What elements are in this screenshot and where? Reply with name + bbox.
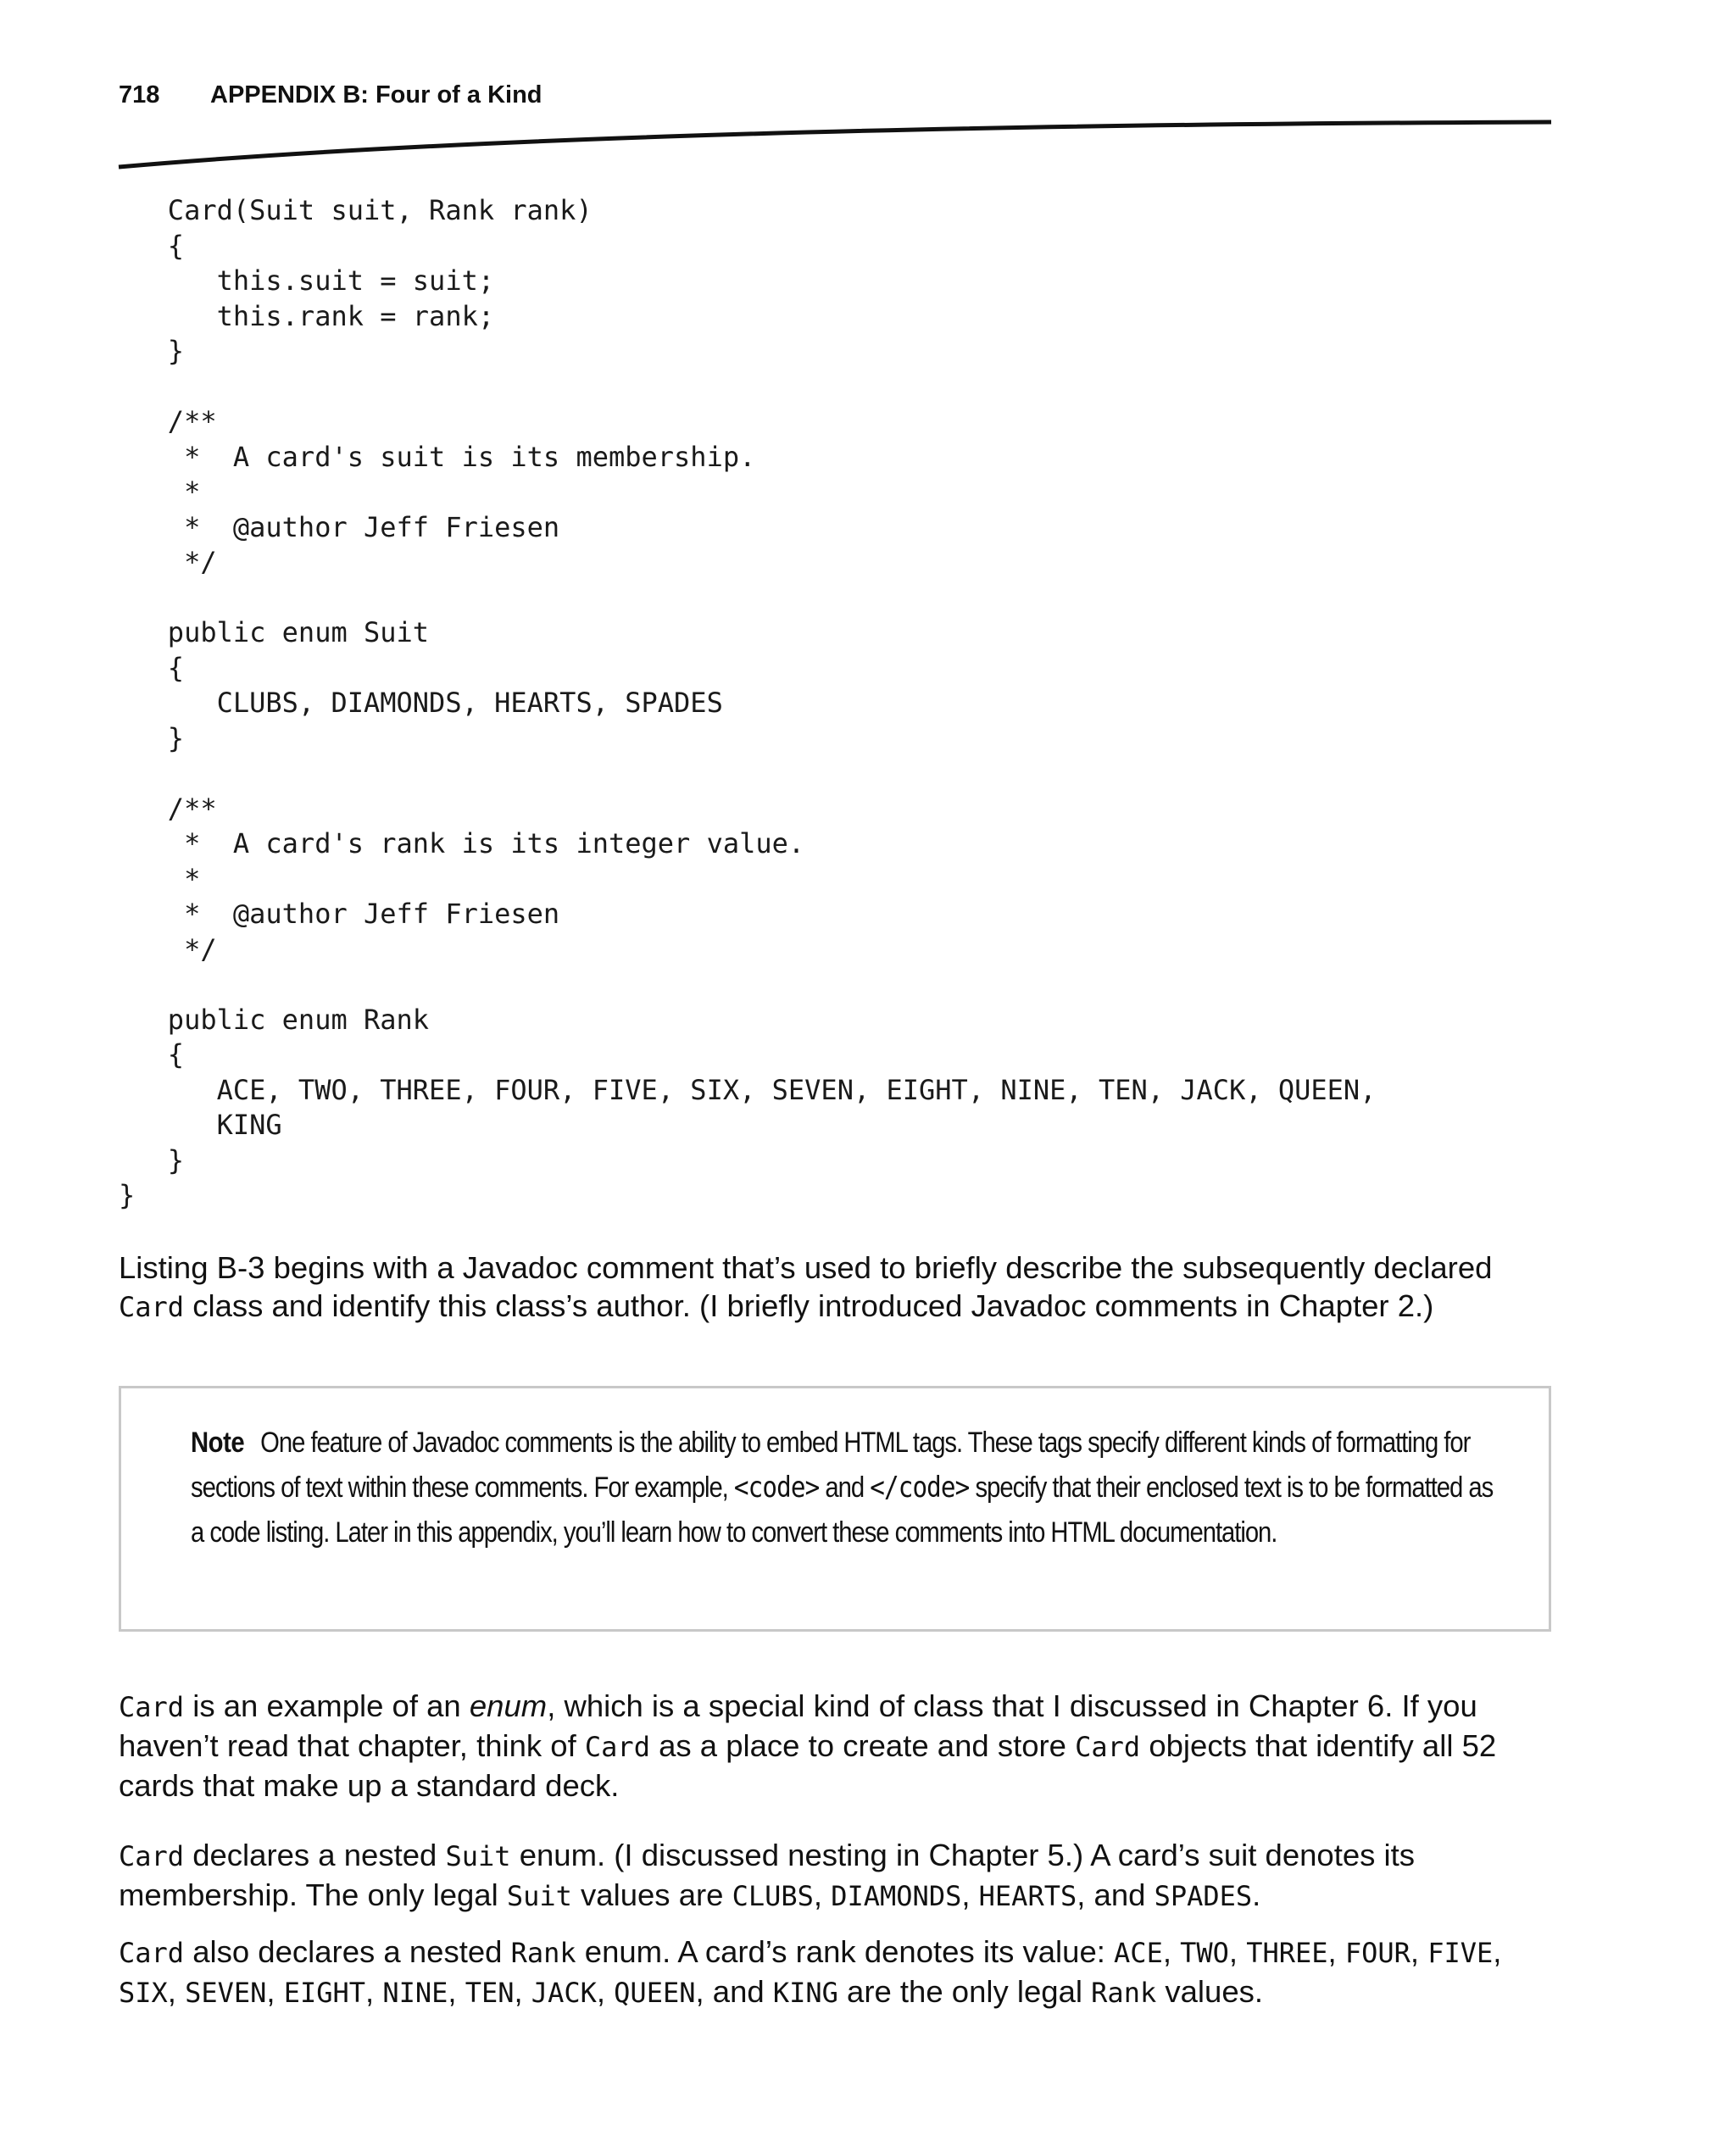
note-box [119, 1386, 1551, 1632]
inline-code: Card [119, 1291, 185, 1323]
code-listing: Card(Suit suit, Rank rank) { this.suit = suit; this.rank = rank; } /** * A card's suit is its membership. * * @author Jeff Friesen */ public enum Suit { CLUBS, DIAMONDS, HEARTS, SPADES } /** * A card's rank is its integer value. * * @author Jeff Friesen */ public enum Rank { ACE, TWO, THREE, FOUR, FIVE, SIX, SEVEN, EIGHT, NINE, TEN, JACK, QUEEN, KING } } [119, 194, 1377, 1211]
inline-code: </code> [870, 1471, 970, 1505]
paragraph-suit: Card declares a nested Suit enum. (I discussed nesting in Chapter 5.) A card’s suit denotes its membership. The only legal Suit values are CLUBS, DIAMONDS, HEARTS, and SPADES. [119, 1838, 1416, 1912]
paragraph-rank: Card also declares a nested Rank enum. A card’s rank denotes its value: ACE, TWO, THREE, FOUR, FIVE, SIX, SEVEN, EIGHT, NINE, TEN, JACK, QUEEN, and KING are the only legal Rank values. [119, 1934, 1502, 2009]
page-number: 718 [119, 81, 160, 108]
header-rule [0, 110, 1736, 178]
note-label: Note [191, 1427, 245, 1459]
paragraph-enum: Card is an example of an enum, which is a special kind of class that I discussed in Chapter 6. If you haven’t read that chapter, think of Card as a place to create and store Card objects that identify all 52 cards that make up a standard deck. [119, 1688, 1497, 1803]
paragraph-listing-intro: Listing B-3 begins with a Javadoc comment that’s used to briefly describe the subsequently declared Card class and identify this class’s author. (I briefly introduced Javadoc comments in Chapter 2.) [119, 1250, 1493, 1323]
running-title: APPENDIX B: Four of a Kind [210, 81, 542, 108]
inline-code: <code> [733, 1471, 820, 1505]
running-header [119, 81, 542, 109]
note-text: Note One feature of Javadoc comments is the ability to embed HTML tags. These tags specify different kinds of formatting for sections of text within these comments. For example, <code> and </code> specify that their enclosed text is to be formatted as a code listing. Later in this appendix, you’ll learn how to convert these comments into HTML documentation. [191, 1427, 1494, 1549]
